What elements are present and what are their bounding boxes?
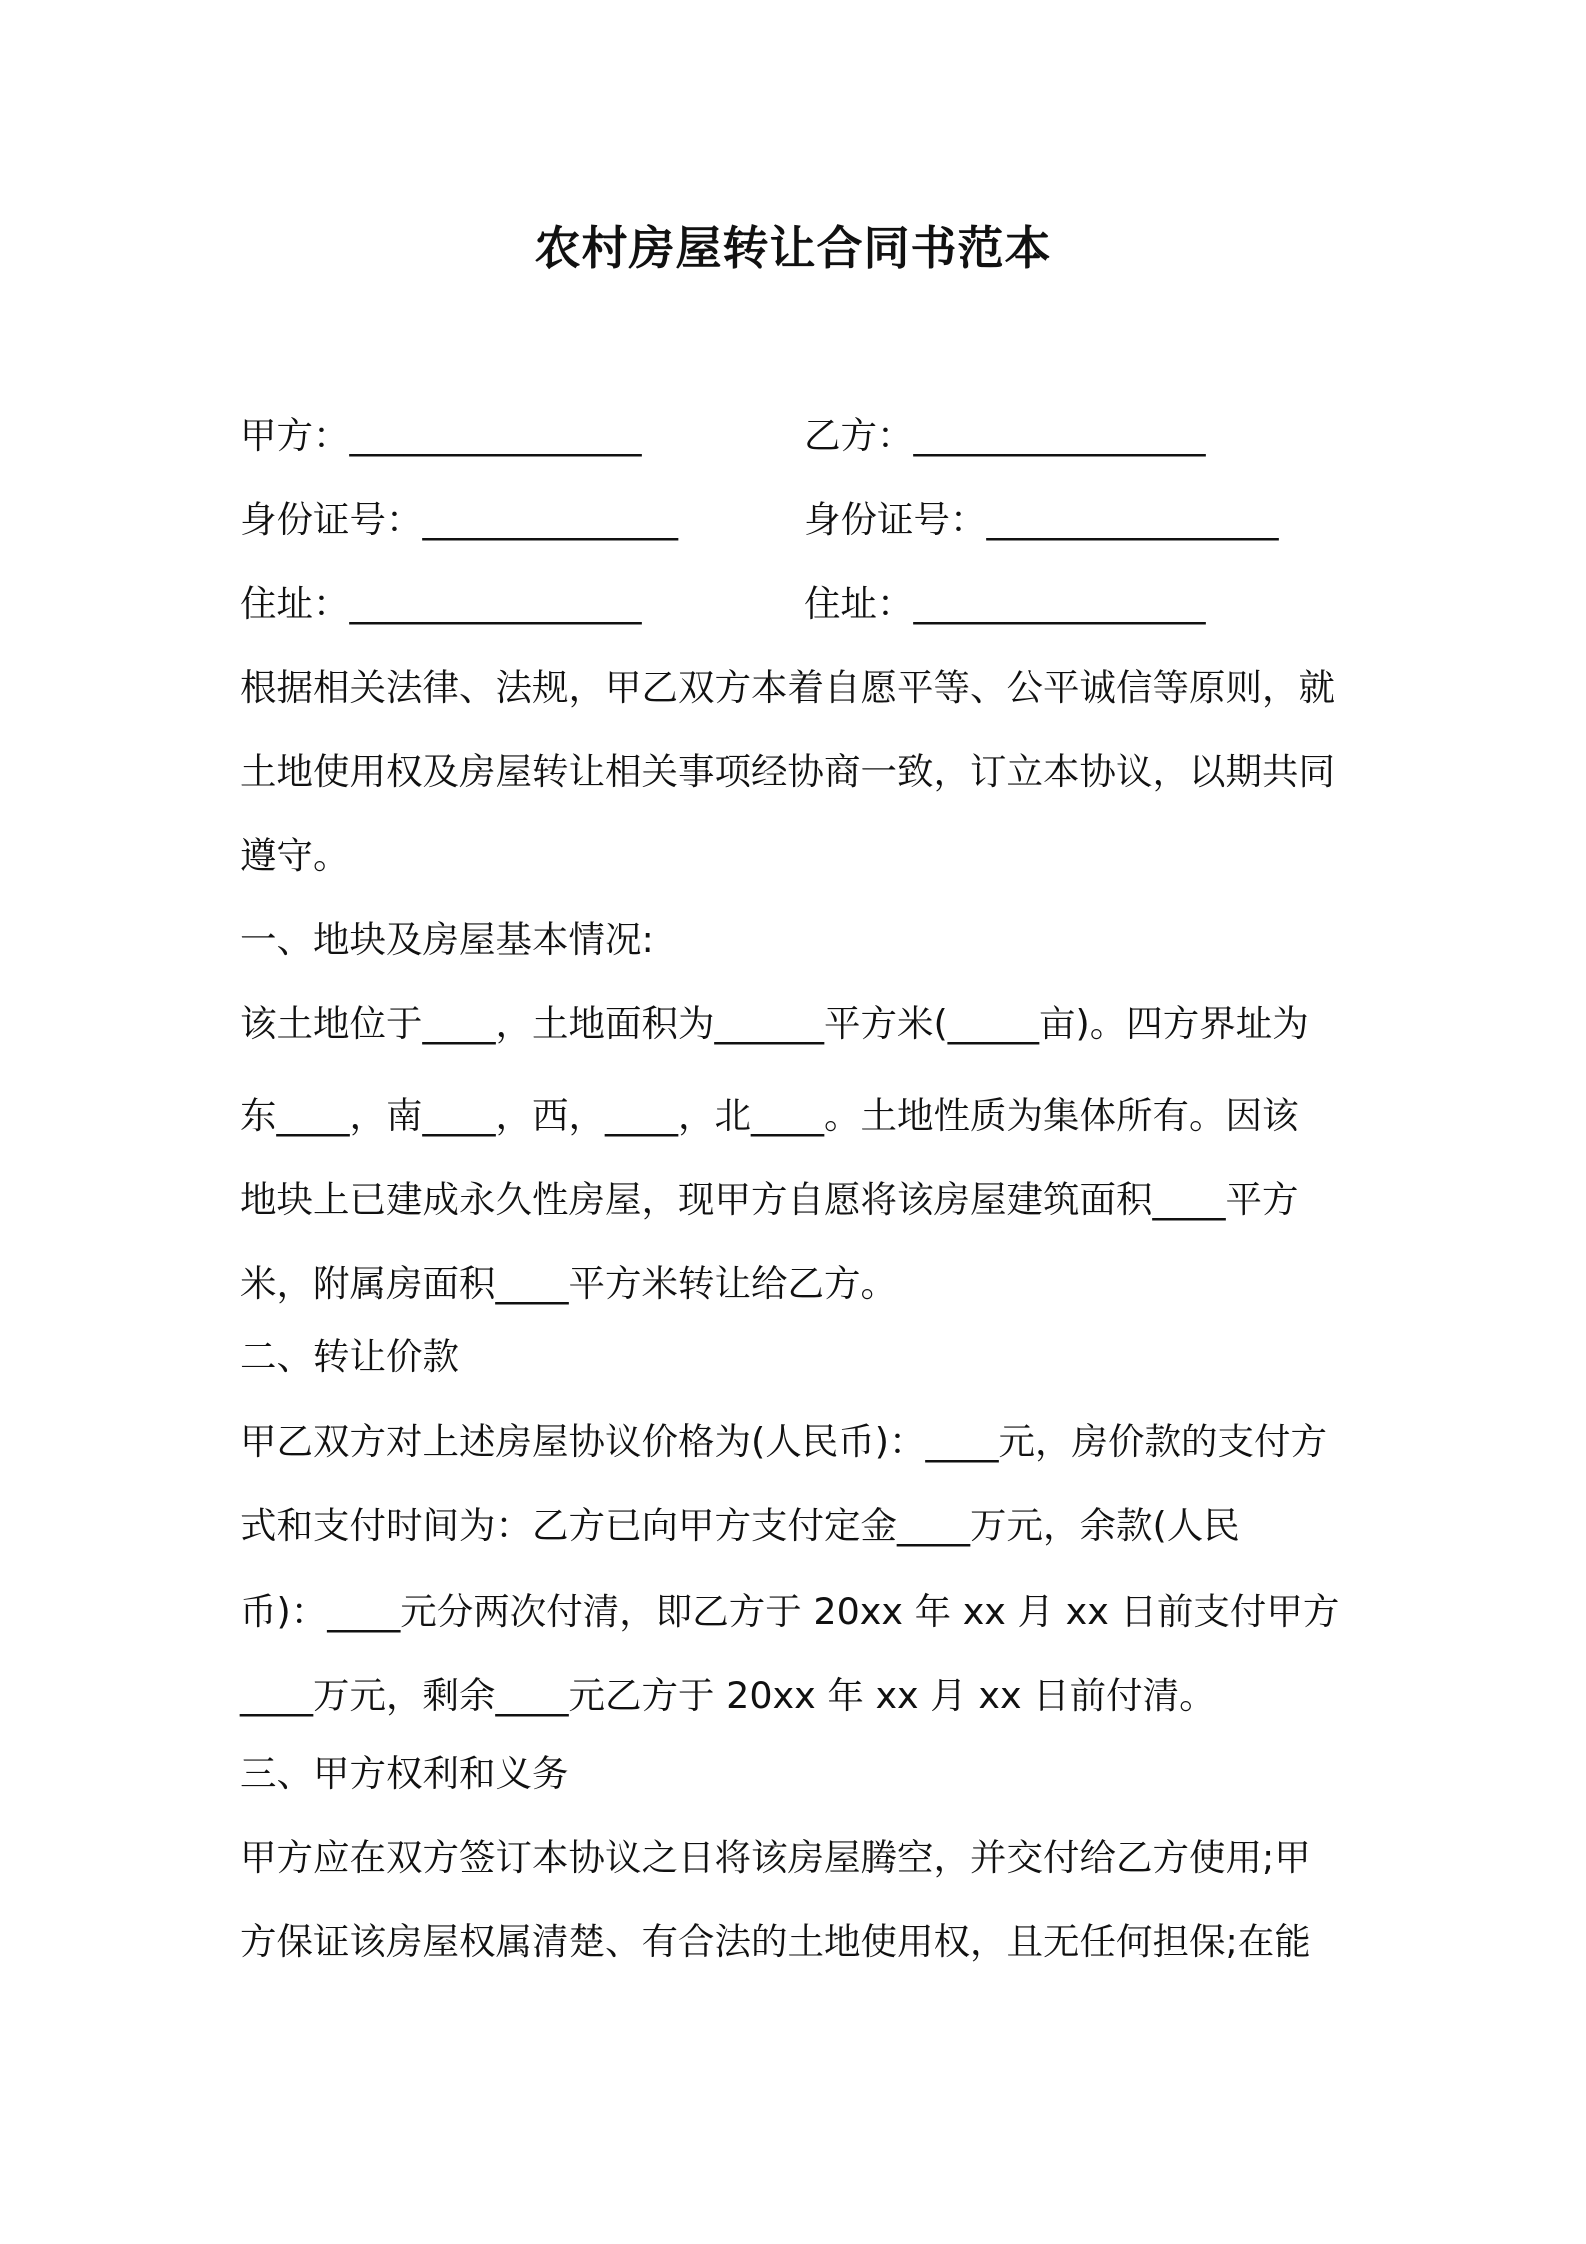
body-line: 甲乙双方对上述房屋协议价格为(人民币)：____元，房价款的支付方: [240, 1420, 1327, 1463]
body-line: 币)：____元分两次付清，即乙方于 20xx 年 xx 月 xx 日前支付甲方: [240, 1590, 1340, 1633]
document-title: 农村房屋转让合同书范本: [534, 221, 1052, 275]
party-b-address-field: 住址：________________: [804, 582, 1206, 625]
section-heading: 一、地块及房屋基本情况:: [240, 918, 654, 961]
section-heading: 三、甲方权利和义务: [240, 1752, 569, 1795]
body-line: ____万元，剩余____元乙方于 20xx 年 xx 月 xx 日前付清。: [240, 1674, 1216, 1717]
body-line: 甲方应在双方签订本协议之日将该房屋腾空，并交付给乙方使用;甲: [240, 1836, 1311, 1879]
party-a-id-field: 身份证号：______________: [240, 498, 678, 541]
body-line: 遵守。: [240, 834, 350, 877]
body-line: 地块上已建成永久性房屋，现甲方自愿将该房屋建筑面积____平方: [240, 1178, 1299, 1221]
body-line: 东____，南____，西，____，北____。土地性质为集体所有。因该: [240, 1094, 1299, 1137]
body-line: 土地使用权及房屋转让相关事项经协商一致，订立本协议，以期共同: [240, 750, 1335, 793]
party-b-field: 乙方：________________: [804, 414, 1206, 457]
section-heading: 二、转让价款: [240, 1335, 459, 1378]
body-line: 方保证该房屋权属清楚、有合法的土地使用权，且无任何担保;在能: [240, 1920, 1311, 1963]
body-line: 根据相关法律、法规，甲乙双方本着自愿平等、公平诚信等原则，就: [240, 666, 1335, 709]
body-line: 米，附属房面积____平方米转让给乙方。: [240, 1262, 897, 1305]
party-a-field: 甲方：________________: [240, 414, 642, 457]
party-a-address-field: 住址：________________: [240, 582, 642, 625]
party-b-id-field: 身份证号：________________: [804, 498, 1279, 541]
body-line: 式和支付时间为：乙方已向甲方支付定金____万元，余款(人民: [240, 1504, 1240, 1547]
body-line: 该土地位于____，土地面积为______平方米(_____亩)。四方界址为: [240, 1002, 1309, 1045]
